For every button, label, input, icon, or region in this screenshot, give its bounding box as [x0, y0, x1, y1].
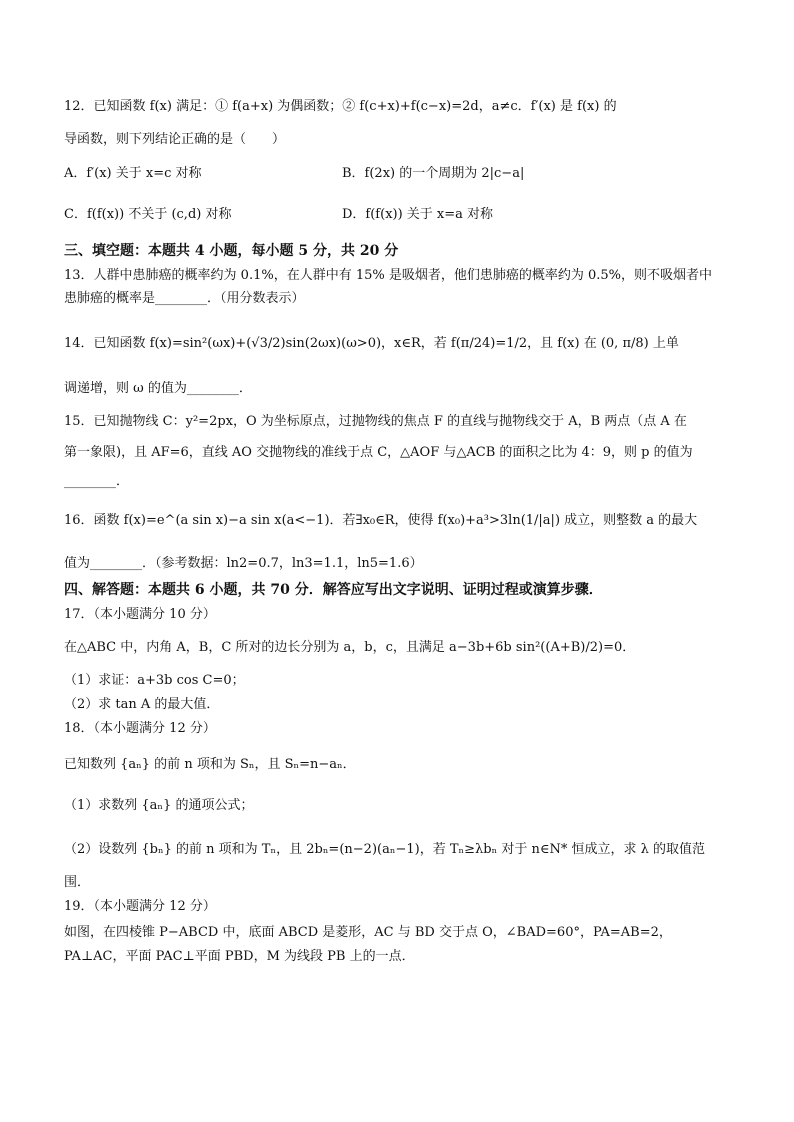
q12-option-c: C．f(f(x)) 不关于 (c,d) 对称 [64, 207, 232, 222]
section-4-heading: 四、解答题：本题共 6 小题，共 70 分．解答应写出文字说明、证明过程或演算步骤． [64, 582, 603, 598]
q15-line3: ________． [64, 474, 130, 489]
q14-line2: 调递增，则 ω 的值为________． [64, 381, 252, 396]
q15-line2: 第一象限)，且 AF=6，直线 AO 交抛物线的准线于点 C，△AOF 与△ACB 的面积之比为 4：9，则 p 的值为 [64, 445, 693, 460]
q13-line2: 患肺癌的概率是________．（用分数表示） [64, 291, 305, 306]
q15-line1: 15．已知抛物线 C：y²=2px，O 为坐标原点，过抛物线的焦点 F 的直线与抛物线交于 A，B 两点（点 A 在 [64, 414, 687, 429]
q18-heading: 18．（本小题满分 12 分） [64, 721, 216, 736]
q14-line1: 14．已知函数 f(x)=sin²(ωx)+(√3/2)sin(2ωx)(ω>0)，x∈R，若 f(π/24)=1/2，且 f(x) 在 (0, π/8) 上单 [64, 336, 679, 351]
q19-line2: PA⊥AC，平面 PAC⊥平面 PBD，M 为线段 PB 上的一点． [64, 949, 415, 964]
q18-part2-line1: （2）设数列 {bₙ} 的前 n 项和为 Tₙ，且 2bₙ=(n−2)(aₙ−1)，若 Tₙ≥λbₙ 对于 n∈N* 恒成立，求 λ 的取值范 [64, 842, 705, 857]
q12-option-a: A．f′(x) 关于 x=c 对称 [64, 166, 202, 181]
q13-line1: 13．人群中患肺癌的概率约为 0.1%，在人群中有 15% 是吸烟者，他们患肺癌的概率约为 0.5%，则不吸烟者中 [64, 268, 713, 283]
q19-heading: 19．（本小题满分 12 分） [64, 899, 216, 914]
q17-part2: （2）求 tan A 的最大值． [64, 697, 220, 712]
q17-stem: 在△ABC 中，内角 A，B，C 所对的边长分别为 a，b，c，且满足 a−3b+6b sin²((A+B)/2)=0． [64, 640, 636, 655]
q19-line1: 如图，在四棱锥 P−ABCD 中，底面 ABCD 是菱形，AC 与 BD 交于点 O，∠BAD=60°，PA=AB=2， [64, 925, 672, 940]
q16-line1: 16．函数 f(x)=e^(a sin x)−a sin x(a<−1)．若∃x₀∈R，使得 f(x₀)+a³>3ln(1/|a|) 成立，则整数 a 的最大 [64, 513, 698, 528]
q18-stem: 已知数列 {aₙ} 的前 n 项和为 Sₙ，且 Sₙ=n−aₙ． [64, 757, 356, 772]
q12-option-d: D．f(f(x)) 关于 x=a 对称 [342, 207, 494, 222]
q18-part1: （1）求数列 {aₙ} 的通项公式； [64, 798, 254, 813]
q16-line2: 值为________．（参考数据：ln2=0.7，ln3=1.1，ln5=1.6） [64, 556, 423, 571]
q12-option-b: B．f(2x) 的一个周期为 2|c−a| [342, 166, 525, 181]
q17-part1: （1）求证：a+3b cos C=0； [64, 673, 245, 688]
section-3-heading: 三、填空题：本题共 4 小题，每小题 5 分，共 20 分 [64, 243, 399, 259]
q12-stem-line2: 导函数，则下列结论正确的是（ ） [64, 132, 286, 147]
q17-heading: 17．（本小题满分 10 分） [64, 607, 216, 622]
q18-part2-line2: 围． [64, 875, 91, 890]
q12-stem-line1: 12．已知函数 f(x) 满足：① f(a+x) 为偶函数；② f(c+x)+f(c−x)=2d，a≠c．f′(x) 是 f(x) 的 [64, 99, 617, 114]
